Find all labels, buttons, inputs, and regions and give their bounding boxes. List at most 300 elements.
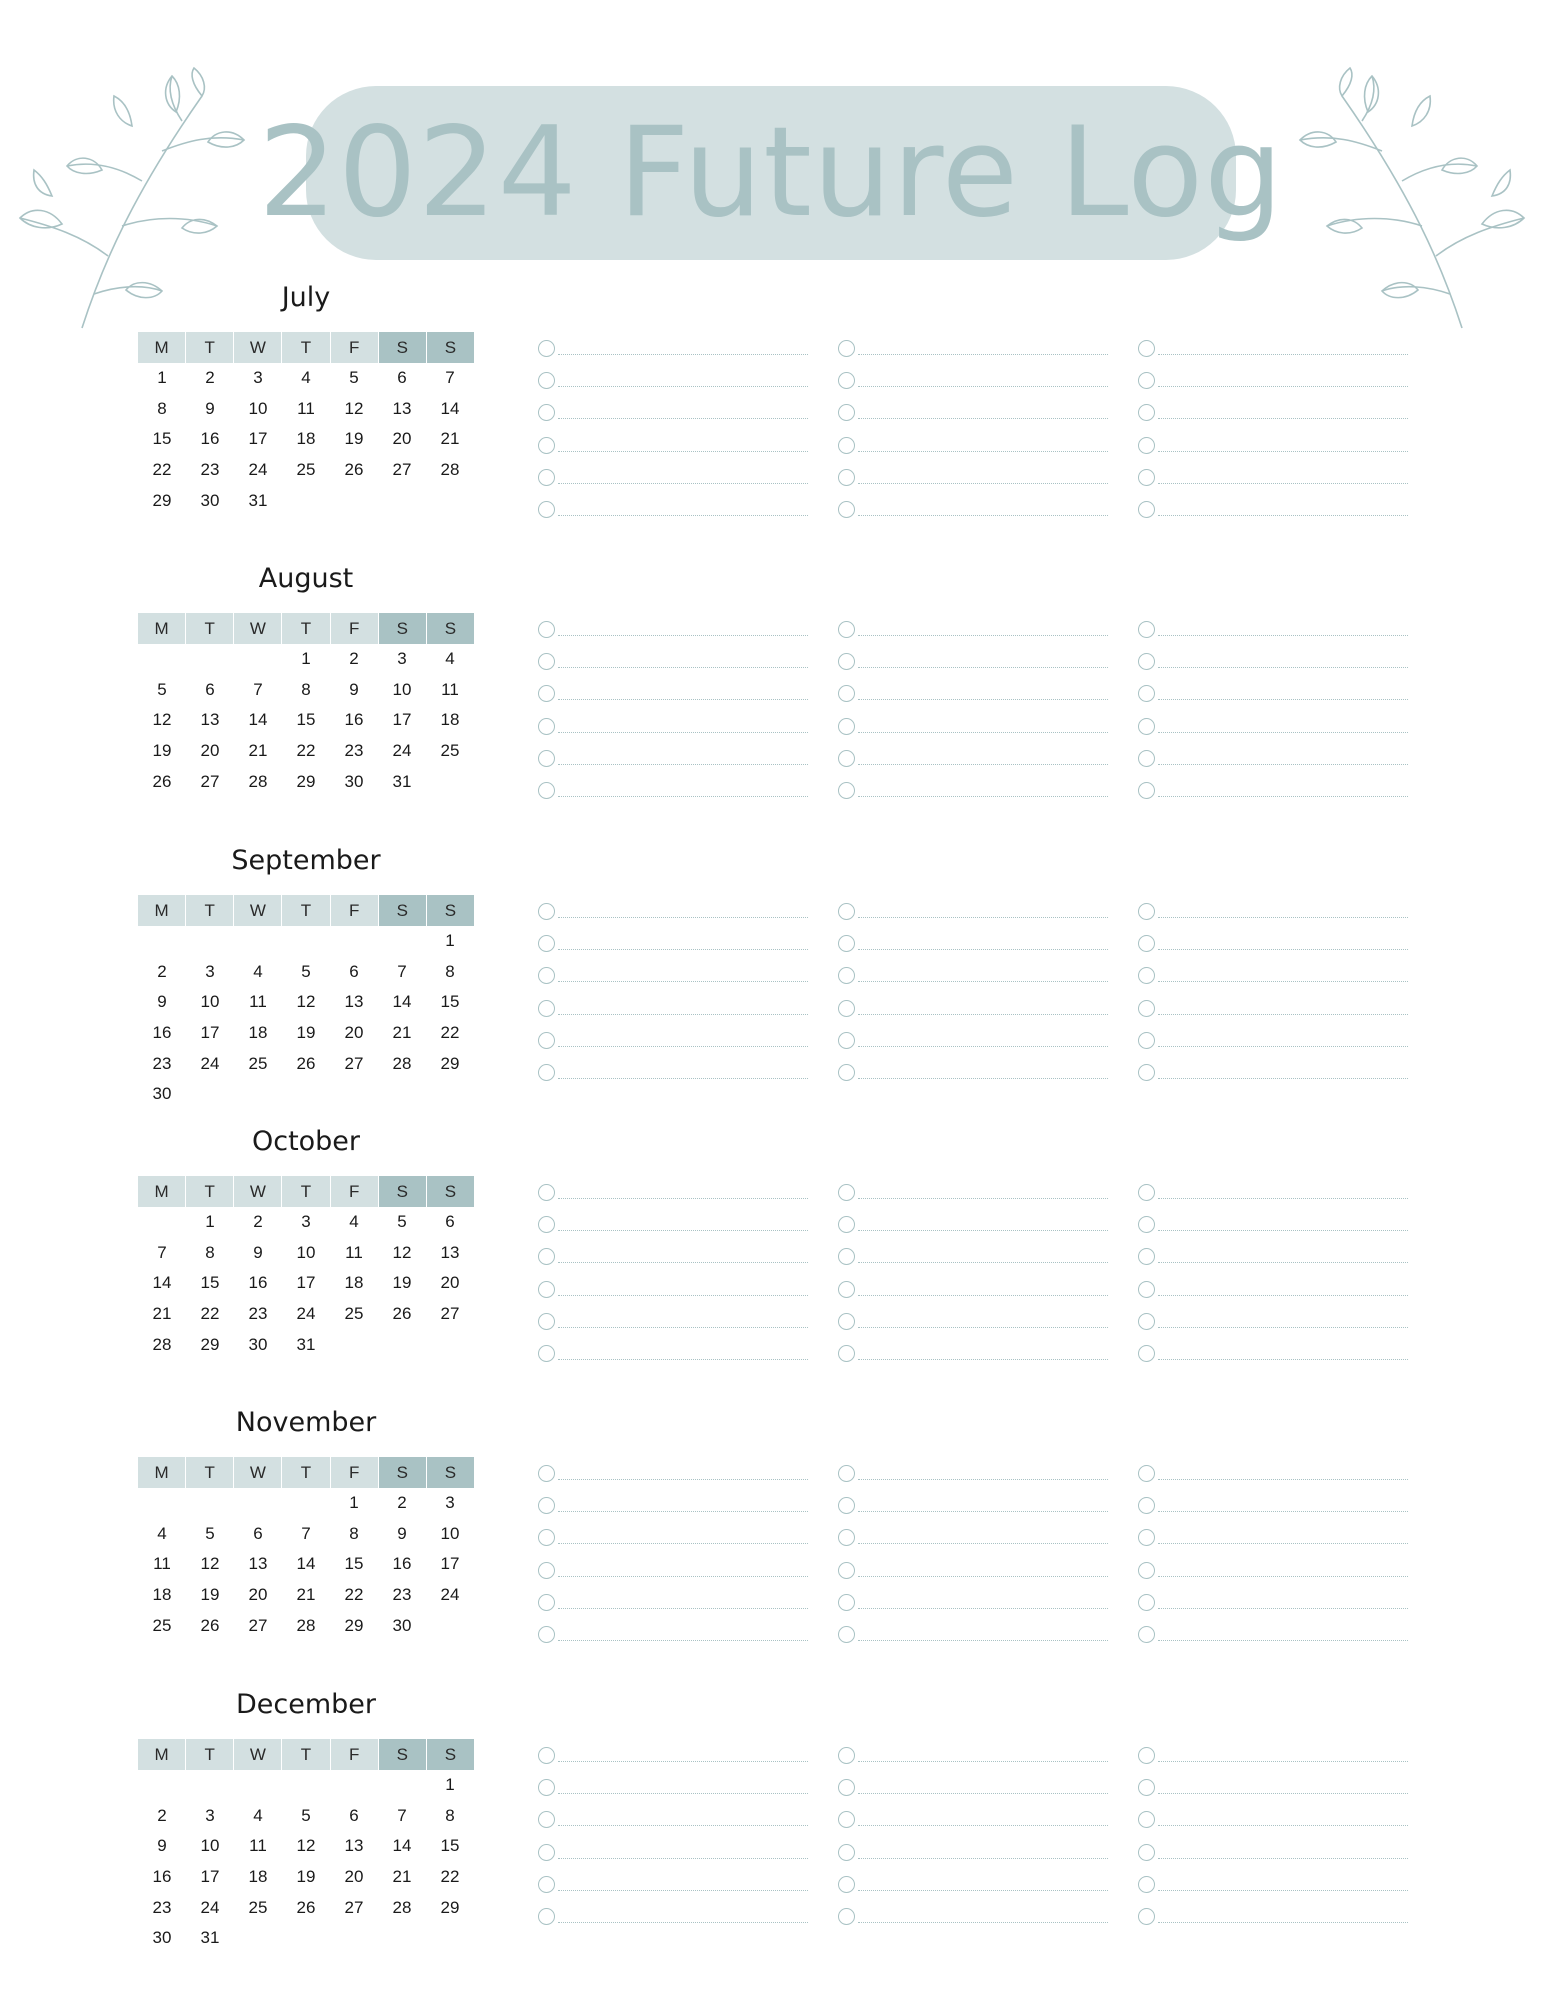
task-item[interactable] xyxy=(538,1465,808,1485)
task-item[interactable] xyxy=(838,653,1108,673)
task-item[interactable] xyxy=(1138,1626,1408,1646)
checkbox-circle-icon[interactable] xyxy=(838,1626,855,1643)
task-item[interactable] xyxy=(838,404,1108,424)
checkbox-circle-icon[interactable] xyxy=(1138,501,1155,518)
task-item[interactable] xyxy=(838,1594,1108,1614)
task-item[interactable] xyxy=(1138,1908,1408,1928)
checkbox-circle-icon[interactable] xyxy=(538,404,555,421)
checkbox-circle-icon[interactable] xyxy=(838,1844,855,1861)
task-line[interactable] xyxy=(1158,1078,1408,1079)
task-item[interactable] xyxy=(1138,437,1408,457)
task-line[interactable] xyxy=(1158,1761,1408,1762)
checkbox-circle-icon[interactable] xyxy=(1138,1216,1155,1233)
task-item[interactable] xyxy=(538,750,808,770)
task-line[interactable] xyxy=(858,667,1108,668)
checkbox-circle-icon[interactable] xyxy=(838,1281,855,1298)
checkbox-circle-icon[interactable] xyxy=(538,718,555,735)
checkbox-circle-icon[interactable] xyxy=(538,750,555,767)
task-item[interactable] xyxy=(1138,1000,1408,1020)
task-line[interactable] xyxy=(1158,418,1408,419)
checkbox-circle-icon[interactable] xyxy=(1138,1844,1155,1861)
task-line[interactable] xyxy=(558,1608,808,1609)
task-item[interactable] xyxy=(538,718,808,738)
task-item[interactable] xyxy=(1138,1529,1408,1549)
task-item[interactable] xyxy=(538,1529,808,1549)
task-item[interactable] xyxy=(838,1747,1108,1767)
task-line[interactable] xyxy=(558,1014,808,1015)
task-line[interactable] xyxy=(1158,1014,1408,1015)
task-item[interactable] xyxy=(838,372,1108,392)
task-line[interactable] xyxy=(1158,981,1408,982)
task-item[interactable] xyxy=(538,501,808,521)
checkbox-circle-icon[interactable] xyxy=(1138,967,1155,984)
task-item[interactable] xyxy=(1138,750,1408,770)
task-line[interactable] xyxy=(858,1295,1108,1296)
checkbox-circle-icon[interactable] xyxy=(538,1465,555,1482)
task-item[interactable] xyxy=(838,718,1108,738)
task-item[interactable] xyxy=(838,1562,1108,1582)
checkbox-circle-icon[interactable] xyxy=(538,1626,555,1643)
checkbox-circle-icon[interactable] xyxy=(1138,1032,1155,1049)
checkbox-circle-icon[interactable] xyxy=(538,935,555,952)
task-item[interactable] xyxy=(1138,782,1408,802)
task-item[interactable] xyxy=(1138,501,1408,521)
task-item[interactable] xyxy=(1138,1594,1408,1614)
task-item[interactable] xyxy=(838,1876,1108,1896)
task-line[interactable] xyxy=(858,515,1108,516)
task-line[interactable] xyxy=(858,1543,1108,1544)
task-line[interactable] xyxy=(858,1858,1108,1859)
task-item[interactable] xyxy=(1138,967,1408,987)
checkbox-circle-icon[interactable] xyxy=(1138,750,1155,767)
task-item[interactable] xyxy=(538,1281,808,1301)
checkbox-circle-icon[interactable] xyxy=(838,718,855,735)
task-item[interactable] xyxy=(838,469,1108,489)
task-line[interactable] xyxy=(1158,635,1408,636)
checkbox-circle-icon[interactable] xyxy=(838,1465,855,1482)
task-line[interactable] xyxy=(1158,1511,1408,1512)
task-line[interactable] xyxy=(1158,1543,1408,1544)
checkbox-circle-icon[interactable] xyxy=(538,967,555,984)
checkbox-circle-icon[interactable] xyxy=(1138,1626,1155,1643)
task-line[interactable] xyxy=(1158,1608,1408,1609)
checkbox-circle-icon[interactable] xyxy=(1138,1281,1155,1298)
task-item[interactable] xyxy=(838,1497,1108,1517)
task-item[interactable] xyxy=(838,1465,1108,1485)
task-item[interactable] xyxy=(538,404,808,424)
task-line[interactable] xyxy=(858,764,1108,765)
task-line[interactable] xyxy=(558,917,808,918)
checkbox-circle-icon[interactable] xyxy=(1138,718,1155,735)
task-line[interactable] xyxy=(558,732,808,733)
task-line[interactable] xyxy=(558,483,808,484)
checkbox-circle-icon[interactable] xyxy=(538,1345,555,1362)
checkbox-circle-icon[interactable] xyxy=(838,1908,855,1925)
task-item[interactable] xyxy=(538,1747,808,1767)
checkbox-circle-icon[interactable] xyxy=(1138,404,1155,421)
checkbox-circle-icon[interactable] xyxy=(838,750,855,767)
checkbox-circle-icon[interactable] xyxy=(1138,437,1155,454)
checkbox-circle-icon[interactable] xyxy=(838,1747,855,1764)
task-item[interactable] xyxy=(838,340,1108,360)
checkbox-circle-icon[interactable] xyxy=(1138,1497,1155,1514)
task-item[interactable] xyxy=(838,1000,1108,1020)
task-item[interactable] xyxy=(1138,685,1408,705)
checkbox-circle-icon[interactable] xyxy=(1138,653,1155,670)
task-line[interactable] xyxy=(1158,1359,1408,1360)
checkbox-circle-icon[interactable] xyxy=(838,437,855,454)
task-item[interactable] xyxy=(838,621,1108,641)
checkbox-circle-icon[interactable] xyxy=(1138,1562,1155,1579)
task-item[interactable] xyxy=(538,1313,808,1333)
checkbox-circle-icon[interactable] xyxy=(1138,1248,1155,1265)
checkbox-circle-icon[interactable] xyxy=(538,1529,555,1546)
task-item[interactable] xyxy=(538,1594,808,1614)
checkbox-circle-icon[interactable] xyxy=(538,1876,555,1893)
checkbox-circle-icon[interactable] xyxy=(538,782,555,799)
task-line[interactable] xyxy=(1158,917,1408,918)
checkbox-circle-icon[interactable] xyxy=(1138,1313,1155,1330)
checkbox-circle-icon[interactable] xyxy=(1138,685,1155,702)
task-line[interactable] xyxy=(1158,699,1408,700)
task-line[interactable] xyxy=(858,1230,1108,1231)
task-item[interactable] xyxy=(838,1811,1108,1831)
checkbox-circle-icon[interactable] xyxy=(538,1313,555,1330)
checkbox-circle-icon[interactable] xyxy=(1138,340,1155,357)
task-item[interactable] xyxy=(1138,1064,1408,1084)
task-line[interactable] xyxy=(858,1922,1108,1923)
task-item[interactable] xyxy=(538,1216,808,1236)
task-line[interactable] xyxy=(1158,1479,1408,1480)
task-item[interactable] xyxy=(538,1908,808,1928)
task-item[interactable] xyxy=(1138,1032,1408,1052)
task-item[interactable] xyxy=(538,1032,808,1052)
task-line[interactable] xyxy=(558,1359,808,1360)
task-item[interactable] xyxy=(1138,1876,1408,1896)
task-line[interactable] xyxy=(1158,796,1408,797)
checkbox-circle-icon[interactable] xyxy=(838,1529,855,1546)
task-item[interactable] xyxy=(1138,1747,1408,1767)
task-line[interactable] xyxy=(558,1890,808,1891)
checkbox-circle-icon[interactable] xyxy=(538,1281,555,1298)
checkbox-circle-icon[interactable] xyxy=(838,653,855,670)
task-item[interactable] xyxy=(1138,340,1408,360)
task-line[interactable] xyxy=(558,1761,808,1762)
task-item[interactable] xyxy=(838,903,1108,923)
task-item[interactable] xyxy=(538,1844,808,1864)
task-line[interactable] xyxy=(858,1576,1108,1577)
task-line[interactable] xyxy=(1158,1262,1408,1263)
task-item[interactable] xyxy=(538,903,808,923)
task-item[interactable] xyxy=(838,1216,1108,1236)
checkbox-circle-icon[interactable] xyxy=(1138,1594,1155,1611)
task-line[interactable] xyxy=(558,1295,808,1296)
task-line[interactable] xyxy=(858,1825,1108,1826)
checkbox-circle-icon[interactable] xyxy=(538,1248,555,1265)
task-line[interactable] xyxy=(1158,386,1408,387)
checkbox-circle-icon[interactable] xyxy=(838,967,855,984)
task-line[interactable] xyxy=(858,1198,1108,1199)
checkbox-circle-icon[interactable] xyxy=(838,404,855,421)
task-line[interactable] xyxy=(558,354,808,355)
task-item[interactable] xyxy=(1138,1281,1408,1301)
checkbox-circle-icon[interactable] xyxy=(1138,1000,1155,1017)
checkbox-circle-icon[interactable] xyxy=(838,1000,855,1017)
task-item[interactable] xyxy=(838,935,1108,955)
task-line[interactable] xyxy=(558,451,808,452)
checkbox-circle-icon[interactable] xyxy=(1138,1465,1155,1482)
task-line[interactable] xyxy=(1158,1890,1408,1891)
checkbox-circle-icon[interactable] xyxy=(538,621,555,638)
checkbox-circle-icon[interactable] xyxy=(838,935,855,952)
checkbox-circle-icon[interactable] xyxy=(1138,1064,1155,1081)
task-item[interactable] xyxy=(838,1626,1108,1646)
checkbox-circle-icon[interactable] xyxy=(538,1562,555,1579)
task-line[interactable] xyxy=(858,1608,1108,1609)
checkbox-circle-icon[interactable] xyxy=(538,1747,555,1764)
checkbox-circle-icon[interactable] xyxy=(538,1594,555,1611)
task-line[interactable] xyxy=(558,1078,808,1079)
task-item[interactable] xyxy=(1138,404,1408,424)
task-item[interactable] xyxy=(838,1908,1108,1928)
task-line[interactable] xyxy=(1158,1825,1408,1826)
task-line[interactable] xyxy=(858,732,1108,733)
checkbox-circle-icon[interactable] xyxy=(538,340,555,357)
checkbox-circle-icon[interactable] xyxy=(1138,1747,1155,1764)
task-line[interactable] xyxy=(1158,732,1408,733)
task-line[interactable] xyxy=(558,1327,808,1328)
task-item[interactable] xyxy=(538,967,808,987)
checkbox-circle-icon[interactable] xyxy=(838,1779,855,1796)
task-line[interactable] xyxy=(558,1640,808,1641)
task-item[interactable] xyxy=(538,1497,808,1517)
task-line[interactable] xyxy=(858,949,1108,950)
task-line[interactable] xyxy=(1158,949,1408,950)
task-item[interactable] xyxy=(838,437,1108,457)
task-line[interactable] xyxy=(858,386,1108,387)
task-item[interactable] xyxy=(538,1000,808,1020)
checkbox-circle-icon[interactable] xyxy=(538,1844,555,1861)
task-item[interactable] xyxy=(838,782,1108,802)
checkbox-circle-icon[interactable] xyxy=(838,1497,855,1514)
task-item[interactable] xyxy=(538,469,808,489)
task-line[interactable] xyxy=(558,1046,808,1047)
checkbox-circle-icon[interactable] xyxy=(838,340,855,357)
checkbox-circle-icon[interactable] xyxy=(838,903,855,920)
task-item[interactable] xyxy=(838,685,1108,705)
task-line[interactable] xyxy=(858,1761,1108,1762)
task-line[interactable] xyxy=(1158,1858,1408,1859)
checkbox-circle-icon[interactable] xyxy=(538,1064,555,1081)
task-line[interactable] xyxy=(1158,1327,1408,1328)
task-item[interactable] xyxy=(538,1562,808,1582)
task-item[interactable] xyxy=(1138,718,1408,738)
task-line[interactable] xyxy=(558,667,808,668)
checkbox-circle-icon[interactable] xyxy=(1138,372,1155,389)
checkbox-circle-icon[interactable] xyxy=(838,1562,855,1579)
task-line[interactable] xyxy=(558,1198,808,1199)
task-item[interactable] xyxy=(1138,372,1408,392)
checkbox-circle-icon[interactable] xyxy=(538,372,555,389)
checkbox-circle-icon[interactable] xyxy=(1138,1345,1155,1362)
task-item[interactable] xyxy=(838,1345,1108,1365)
checkbox-circle-icon[interactable] xyxy=(1138,935,1155,952)
task-item[interactable] xyxy=(538,1811,808,1831)
task-line[interactable] xyxy=(1158,1640,1408,1641)
task-line[interactable] xyxy=(1158,483,1408,484)
task-item[interactable] xyxy=(1138,1844,1408,1864)
task-line[interactable] xyxy=(558,1825,808,1826)
checkbox-circle-icon[interactable] xyxy=(538,903,555,920)
task-item[interactable] xyxy=(1138,469,1408,489)
checkbox-circle-icon[interactable] xyxy=(538,1000,555,1017)
task-item[interactable] xyxy=(1138,1562,1408,1582)
checkbox-circle-icon[interactable] xyxy=(538,1497,555,1514)
checkbox-circle-icon[interactable] xyxy=(838,1345,855,1362)
task-line[interactable] xyxy=(558,1230,808,1231)
task-line[interactable] xyxy=(858,1640,1108,1641)
checkbox-circle-icon[interactable] xyxy=(1138,1811,1155,1828)
task-line[interactable] xyxy=(858,354,1108,355)
task-line[interactable] xyxy=(558,796,808,797)
task-line[interactable] xyxy=(558,1576,808,1577)
task-line[interactable] xyxy=(558,418,808,419)
checkbox-circle-icon[interactable] xyxy=(538,1908,555,1925)
checkbox-circle-icon[interactable] xyxy=(538,1811,555,1828)
checkbox-circle-icon[interactable] xyxy=(1138,469,1155,486)
task-line[interactable] xyxy=(858,917,1108,918)
checkbox-circle-icon[interactable] xyxy=(1138,782,1155,799)
task-item[interactable] xyxy=(538,935,808,955)
task-item[interactable] xyxy=(1138,1313,1408,1333)
checkbox-circle-icon[interactable] xyxy=(838,1811,855,1828)
checkbox-circle-icon[interactable] xyxy=(1138,1184,1155,1201)
task-item[interactable] xyxy=(838,967,1108,987)
task-item[interactable] xyxy=(838,501,1108,521)
checkbox-circle-icon[interactable] xyxy=(838,469,855,486)
task-line[interactable] xyxy=(558,1793,808,1794)
task-item[interactable] xyxy=(1138,1184,1408,1204)
task-item[interactable] xyxy=(1138,1216,1408,1236)
task-line[interactable] xyxy=(558,1262,808,1263)
checkbox-circle-icon[interactable] xyxy=(538,469,555,486)
task-line[interactable] xyxy=(858,796,1108,797)
checkbox-circle-icon[interactable] xyxy=(538,1216,555,1233)
task-line[interactable] xyxy=(1158,515,1408,516)
task-line[interactable] xyxy=(858,981,1108,982)
task-item[interactable] xyxy=(1138,621,1408,641)
task-item[interactable] xyxy=(1138,1248,1408,1268)
task-item[interactable] xyxy=(1138,935,1408,955)
task-line[interactable] xyxy=(558,1511,808,1512)
task-line[interactable] xyxy=(858,1046,1108,1047)
task-line[interactable] xyxy=(1158,1793,1408,1794)
task-item[interactable] xyxy=(1138,1465,1408,1485)
task-item[interactable] xyxy=(838,1779,1108,1799)
task-line[interactable] xyxy=(1158,1230,1408,1231)
task-item[interactable] xyxy=(538,1064,808,1084)
task-item[interactable] xyxy=(538,685,808,705)
task-line[interactable] xyxy=(558,764,808,765)
task-item[interactable] xyxy=(838,1184,1108,1204)
task-line[interactable] xyxy=(858,1327,1108,1328)
task-item[interactable] xyxy=(1138,1497,1408,1517)
task-item[interactable] xyxy=(538,1876,808,1896)
task-line[interactable] xyxy=(1158,1198,1408,1199)
task-item[interactable] xyxy=(538,340,808,360)
task-line[interactable] xyxy=(858,1359,1108,1360)
task-line[interactable] xyxy=(558,1922,808,1923)
task-line[interactable] xyxy=(1158,354,1408,355)
task-item[interactable] xyxy=(1138,1811,1408,1831)
task-line[interactable] xyxy=(1158,764,1408,765)
checkbox-circle-icon[interactable] xyxy=(1138,1876,1155,1893)
task-line[interactable] xyxy=(858,1890,1108,1891)
checkbox-circle-icon[interactable] xyxy=(838,621,855,638)
task-line[interactable] xyxy=(858,1262,1108,1263)
checkbox-circle-icon[interactable] xyxy=(538,685,555,702)
checkbox-circle-icon[interactable] xyxy=(838,1248,855,1265)
task-item[interactable] xyxy=(538,1248,808,1268)
task-item[interactable] xyxy=(538,1779,808,1799)
task-line[interactable] xyxy=(858,1078,1108,1079)
task-item[interactable] xyxy=(538,1626,808,1646)
checkbox-circle-icon[interactable] xyxy=(1138,903,1155,920)
task-item[interactable] xyxy=(838,1248,1108,1268)
task-item[interactable] xyxy=(538,1184,808,1204)
task-line[interactable] xyxy=(1158,1922,1408,1923)
checkbox-circle-icon[interactable] xyxy=(538,437,555,454)
checkbox-circle-icon[interactable] xyxy=(838,1064,855,1081)
task-line[interactable] xyxy=(858,418,1108,419)
task-line[interactable] xyxy=(1158,1295,1408,1296)
task-line[interactable] xyxy=(1158,1046,1408,1047)
checkbox-circle-icon[interactable] xyxy=(538,1032,555,1049)
task-item[interactable] xyxy=(838,750,1108,770)
task-line[interactable] xyxy=(858,1793,1108,1794)
task-item[interactable] xyxy=(838,1281,1108,1301)
checkbox-circle-icon[interactable] xyxy=(538,1779,555,1796)
checkbox-circle-icon[interactable] xyxy=(838,1313,855,1330)
task-item[interactable] xyxy=(538,653,808,673)
task-item[interactable] xyxy=(538,372,808,392)
checkbox-circle-icon[interactable] xyxy=(838,685,855,702)
task-line[interactable] xyxy=(558,1479,808,1480)
task-item[interactable] xyxy=(1138,653,1408,673)
checkbox-circle-icon[interactable] xyxy=(838,1184,855,1201)
task-line[interactable] xyxy=(1158,667,1408,668)
checkbox-circle-icon[interactable] xyxy=(538,653,555,670)
task-item[interactable] xyxy=(1138,903,1408,923)
task-item[interactable] xyxy=(1138,1779,1408,1799)
task-line[interactable] xyxy=(858,483,1108,484)
task-line[interactable] xyxy=(558,635,808,636)
task-line[interactable] xyxy=(858,635,1108,636)
checkbox-circle-icon[interactable] xyxy=(1138,1908,1155,1925)
task-line[interactable] xyxy=(558,949,808,950)
task-line[interactable] xyxy=(1158,1576,1408,1577)
task-item[interactable] xyxy=(838,1064,1108,1084)
checkbox-circle-icon[interactable] xyxy=(838,501,855,518)
checkbox-circle-icon[interactable] xyxy=(838,372,855,389)
task-line[interactable] xyxy=(558,1858,808,1859)
task-line[interactable] xyxy=(558,981,808,982)
checkbox-circle-icon[interactable] xyxy=(838,1876,855,1893)
task-item[interactable] xyxy=(538,1345,808,1365)
checkbox-circle-icon[interactable] xyxy=(838,1032,855,1049)
checkbox-circle-icon[interactable] xyxy=(1138,621,1155,638)
checkbox-circle-icon[interactable] xyxy=(1138,1529,1155,1546)
